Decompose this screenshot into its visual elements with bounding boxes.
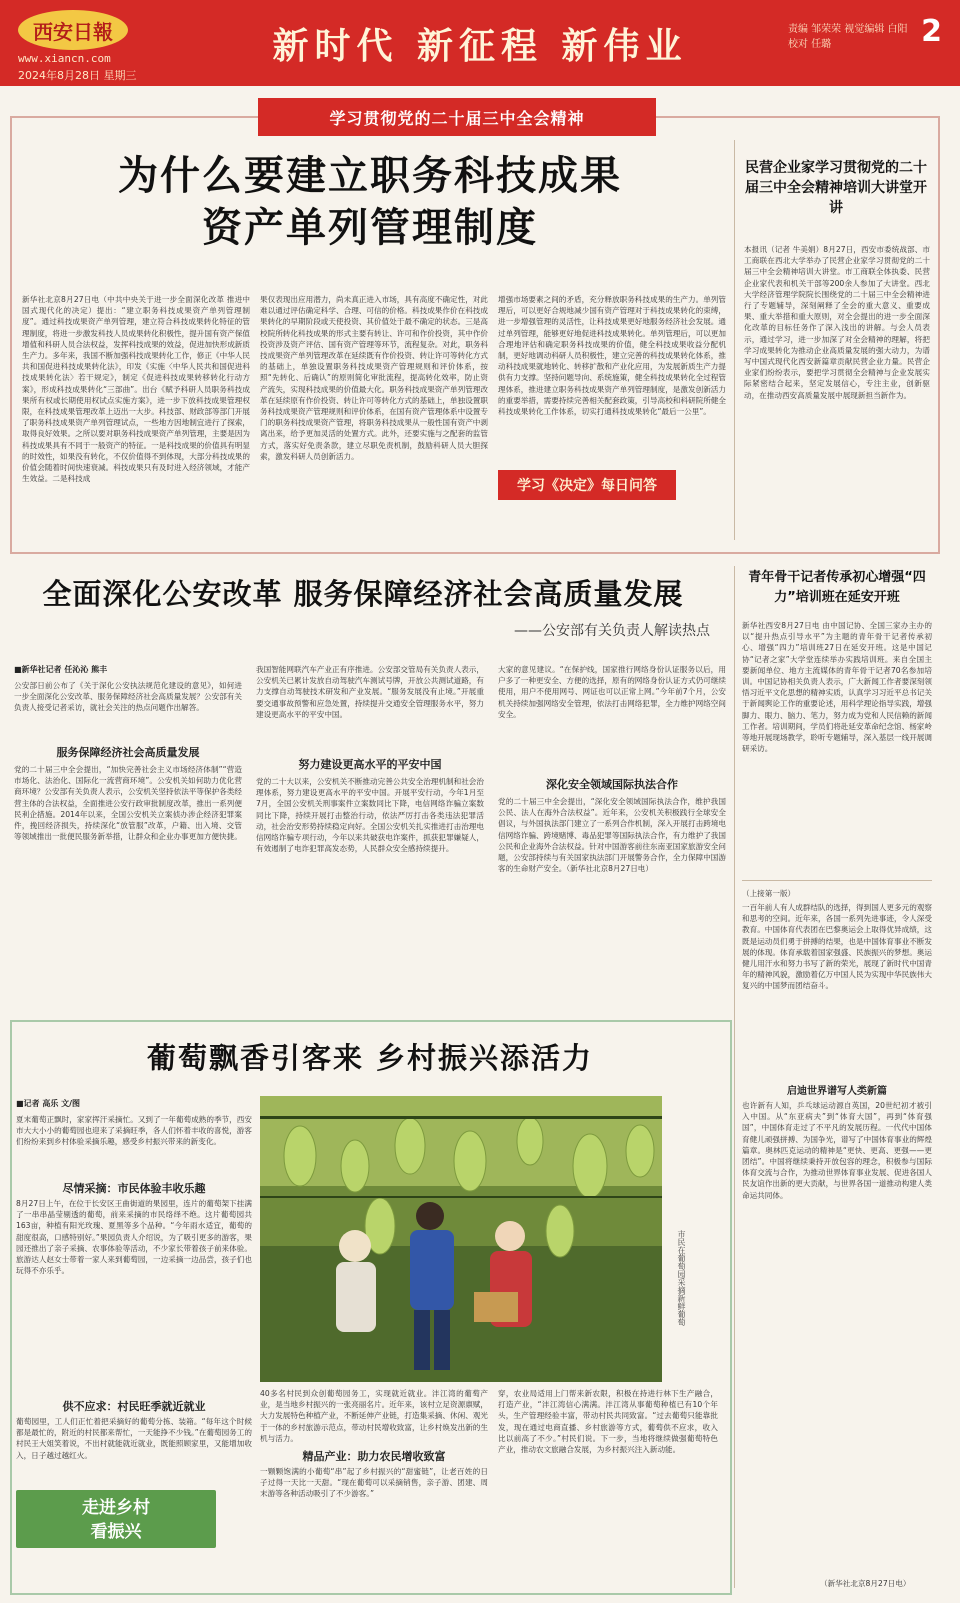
- article-1-headline[interactable]: [20, 150, 720, 254]
- visit-label-line1: 走进乡村: [82, 1498, 150, 1518]
- article-2-col3: 大家的意见建议。“在保护线，国家推行网络身份认证服务以后，用户多了一种更安全、方便的选择，原有的网络身份认证方式仍可继续使用，用户不使用网号、网证也可以正常上网。”今年前7个月，公安机关持续加强网络安全管理，依法打击网络犯罪，全力维护网络空间安全。: [498, 665, 726, 719]
- site-url[interactable]: www.xiancn.com: [18, 52, 111, 65]
- side-2-body: 新华社西安8月27日电 由中国记协、全国三家办主办的以“提升热点引导水平”为主题的青年骨干记者传承初心、增强“四力”培训班27日在延安开班。这是中国记协“记者之家”大学堂连续举办实践培训班。来自全国主要新闻单位、地方主流媒体的青年骨干记者70名参加培训。中国记协相关负责人表示，广大新闻工作者要深刻领悟习近平文化思想的精神实质，认真学习习近平总书记关于新闻舆论工作的重要论述，用科学理论指导实践，增强脚力、眼力、脑力、笔力，努力成为党和人民信赖的新闻工作者。培训期间，学员们将赴延安革命纪念馆、杨家岭等地开展现场教学，聆听专题辅导，深入基层一线开展调研采访。: [742, 621, 932, 754]
- article-1-col3: 增强市场要素之间的矛盾，充分释放职务科技成果的生产力。单列管理后，可以更好合规地减少国有资产管理对于科技成果转化的束缚，进一步增强管理的灵活性，让科技成果更好地服务经济社会发展。通过单列管理，能够更好地促进科技成果转化。单列管理后，可以更加合理地评估和确定职务科技成果的价值，健全科技成果收益分配机制，更好地调动科研人员积极性，建立完善的科技成果转化体系，推动科技成果就地转化、转移扩散和产业化应用，为发展新质生产力提供有力支撑。坚持问题导向、系统施策，健全科技成果转化全过程管理体系，推进建立职务科技成果资产单列管理制度，是激发创新活力的重要举措，需要持续完善相关配套政策，引导高校和科研院所健全科技成果转化工作体系，切实打通科技成果转化“最后一公里”。: [498, 295, 726, 417]
- visit-label-line2: 看振兴: [90, 1522, 142, 1542]
- article-3-col3: 穿，农业局适用上门帮来新农限，积极在持进行林下生产融合，打造产业，“沣江湾信心满满。沣江湾从事葡萄种植已有10个年头，生产管理经验丰富，带动村民共同致富。“过去葡萄只能靠批发，现在通过电商直播、乡村旅游等方式，葡萄供不应求，收入比以前高了不少。”村民们说。下一步，当地将继续做强葡萄特色产业，推动农文旅融合发展，为乡村振兴注入新动能。: [498, 1389, 718, 1455]
- article-2-col1: 公安部日前公布了《关于深化公安执法规范化建设的意见》，如何进一步全面深化公安改革、服务保障经济社会高质量发展？公安部有关负责人接受记者采访，就社会关注的热点问题作出解答。: [14, 681, 242, 713]
- editor-credits: 责编 邹荣荣 视觉编辑 白阳 校对 任璐: [788, 24, 908, 50]
- side-2-body-2: 一百年前人有人成群结队的选择，得到国人更多元的观察和思考的空间。近年来，各国一系列先进事迹，令人深受教育。中国体育代表团在巴黎奥运会上取得优异成绩，这既是运动员们勇于拼搏的结果，也是中国体育事业不断发展的体现。体育承载着国家强盛、民族振兴的梦想。奥运健儿用汗水和努力书写了新的荣光，展现了新时代中国青年的精神风貌，激励着亿万中国人民为实现中华民族伟大复兴的中国梦而团结奋斗。: [742, 903, 932, 991]
- article-2-subhead-1: 服务保障经济社会高质量发展: [56, 746, 200, 759]
- side-2-sign: （新华社北京8月27日电）: [820, 1579, 911, 1588]
- article-3-headline[interactable]: 葡萄飘香引客来 乡村振兴添活力: [146, 1041, 594, 1075]
- article-3-col1b: 葡萄园里，工人们正忙着把采摘好的葡萄分拣、装箱。“每年这个时候都是最忙的，附近的村民都来帮忙，一天能挣不少钱。”在葡萄园务工的村民王大姐笑着说，不出村就能就近就业，既能照顾家里，又能增加收入，日子越过越红火。: [16, 1417, 252, 1460]
- side-2-subhead: 启迪世界谱写人类新篇: [787, 1086, 887, 1097]
- divider: [734, 140, 735, 540]
- article-3-byline: ■记者 高乐 文/图: [16, 1099, 81, 1108]
- side-2-body-3: 也许新有人知，乒乓球运动源自英国，20世纪初才被引入中国。从“东亚病夫”到“体育大国”，再到“体育强国”，中国体育走过了不平凡的发展历程。一代代中国体育健儿顽强拼搏、为国争光，谱写了中国体育事业的辉煌篇章。奥林匹克运动的精神是“更快、更高、更强——更团结”。中国将继续秉持开放包容的理念，积极参与国际体育交流与合作，为推动世界体育事业发展、促进各国人民友谊作出新的更大贡献，与世界各国一道推动构建人类命运共同体。: [742, 1101, 932, 1200]
- side-1-headline[interactable]: 民营企业家学习贯彻党的二十届三中全会精神培训大讲堂开讲: [745, 160, 927, 216]
- article-2-col1b: 党的二十届三中全会提出，“加快完善社会主义市场经济体制”“营造市场化、法治化、国际化一流营商环境”。公安机关如何助力优化营商环境？公安部有关负责人表示，公安机关坚持依法平等保护各类经营主体的合法权益，全面推进公安行政审批制度改革，推出一系列便民利企措施。2014年以来，全国公安机关立案侦办涉企经济犯罪案件，挽回经济损失，持续深化“放管服”改革，户籍、出入境、交管等领域推出一批便民服务新举措，让群众和企业办事更加方便快捷。: [14, 765, 242, 842]
- article-3-subhead-1: 尽情采摘：市民体验丰收乐趣: [62, 1182, 206, 1195]
- article-2-col2b: 党的二十大以来，公安机关不断推动完善公共安全治理机制和社会治理体系，努力建设更高水平的平安中国。开展平安行动，今年1月至7月，全国公安机关刑事案件立案数同比下降，电信网络诈骗立案数同比下降，持续开展打击整治行动，依法严厉打击各类违法犯罪活动，社会治安形势持续稳定向好。全国公安机关扎实推进打击治理电信网络诈骗专项行动，今年以来共破获电诈案件，抓获犯罪嫌疑人，有效遏制了电诈犯罪高发态势，人民群众安全感持续提升。: [256, 777, 484, 854]
- article-2-col3b: 党的二十届三中全会提出，“深化安全领域国际执法合作，维护我国公民、法人在海外合法权益”。近年来，公安机关积极践行全球安全倡议，与外国执法部门建立了一系列合作机制，深入开展打击跨境电信网络诈骗、跨境赌博、毒品犯罪等国际执法合作，有力维护了我国公民和企业海外合法权益。针对中国游客前往东南亚国家旅游安全问题，公安部持续与有关国家执法部门开展警务合作，全力保障中国游客的生命财产安全。（新华社北京8月27日电）: [498, 797, 726, 874]
- newspaper-logo[interactable]: 西安日報: [18, 10, 128, 50]
- photo-caption: 市民在葡萄园采摘新鲜葡萄: [677, 1230, 686, 1326]
- masthead: [0, 0, 960, 86]
- article-1-headline-line2: 资产单列管理制度: [202, 205, 538, 251]
- page-number: 2: [921, 14, 942, 49]
- article-1-headline-line1: 为什么要建立职务科技成果: [118, 153, 622, 199]
- article-3-col1: 8月27日上午，在位于长安区王曲街道的果园里，连片的葡萄架下挂满了一串串晶莹剔透的葡萄，前来采摘的市民络绎不绝。这片葡萄园共163亩，种植有阳光玫瑰、夏黑等多个品种。“今年雨水适宜，葡萄的甜度很高，口感特别好。”果园负责人介绍说，为了吸引更多的游客，果园还推出了亲子采摘、农事体验等活动，不少家长带着孩子前来体验。旅游达人赵女士带着一家人来到葡萄园，一边采摘一边品尝，孩子们也玩得不亦乐乎。: [16, 1199, 252, 1276]
- article-3-col2b: 一颗颗饱满的小葡萄“串”起了乡村振兴的“甜蜜链”，让老百姓的日子过得一天比一天甜。“现在葡萄可以采摘销售，亲子游、团建、周末游等各种活动吸引了不少游客。”: [260, 1467, 488, 1499]
- article-2-col2: 我国智能网联汽车产业正有序推进。公安部交管局有关负责人表示，公安机关已累计发放自动驾驶汽车测试号牌，开放公共测试道路，有力支撑自动驾驶技术研发和产业发展。“服务发展没有止境。”开展重要交通事故预警和应急处置，持续提升交通安全管理服务水平，努力建设更高水平的平安中国。: [256, 665, 484, 719]
- issue-date: 2024年8月28日 星期三: [18, 69, 137, 82]
- divider: [734, 566, 735, 1588]
- article-2-byline: ■新华社记者 任沁沁 熊丰: [14, 665, 108, 674]
- article-3-intro: 夏末葡萄正飘时，家家挥汗采摘忙。又到了一年葡萄成熟的季节，西安市大大小小的葡萄园也迎来了采摘旺季，各人们怀着丰收的喜悦，游客们纷纷来到乡村体验采摘乐趣，感受乡村振兴带来的新变化。: [16, 1115, 252, 1147]
- article-2-subhead-2: 努力建设更高水平的平安中国: [298, 758, 442, 771]
- article-1-col1: 新华社北京8月27日电（中共中央关于进一步全面深化改革 推进中国式现代化的决定）提出：“建立职务科技成果资产单列管理制度”。通过科技成果资产单列管理，建立符合科技成果转化特征的管理制度，将进一步激发科技人员成果转化积极性，提升国有资产保值增值和科研人员合法权益，发挥科技成果的效益，促进加快形成新质生产力。多年来，我国不断加强科技成果转化工作，修正《中华人民共和国促进科技成果转化法》，印发《实施〈中华人民共和国促进科技成果转化法〉若干规定》，制定《促进科技成果转移转化行动方案》，形成科技成果转化“三部曲”。出台《赋予科研人员职务科技成果所有权或长期使用权试点实施方案》，进一步下放科技成果管理权限，在科技成果管理改革上迈出一大步。科技部、财政部等部门开展了职务科技成果资产单列管理试点，一些地方因地制宜进行了探索，取得良好效果。之所以要对职务科技成果资产单列管理，主要是因为科技成果具有不同于一般资产的特征。一是科技成果的价值具有明显的时效性，如果没有转化，不仅价值得不到体现，大部分科技成果的价值会随着时间快速衰减。科技成果只有及时进入经济领域，才能产生效益。二是科技成: [22, 295, 250, 484]
- side-1-body: 本报讯（记者 牛美娟）8月27日，西安市委统战部、市工商联在西北大学举办了民营企业家学习贯彻党的二十届三中全会精神培训大讲堂。市工商联全体执委、民营企业家代表和机关干部等200余人参加了大讲堂。西北大学经济管理学院院长围绕党的二十届三中全会精神进行了专题辅导，深刻阐释了全会的重大意义、重要成果、重大举措和重大原则，对全会提出的进一步全面深化改革的目标任务作了深入浅出的讲解。与会人员表示，通过学习，进一步加深了对全会精神的理解，将把学习成果转化为推动企业高质量发展的强大动力，为谱写中国式现代化西安新篇章贡献民营企业力量。民营企业家们纷纷表示，要把学习贯彻全会精神与企业发展实际紧密结合起来，坚定发展信心，专注主业，创新驱动，在推动西安高质量发展中展现新担当新作为。: [744, 245, 930, 400]
- article-2-headline[interactable]: 全面深化公安改革 服务保障经济社会高质量发展: [42, 577, 684, 611]
- visit-village-badge[interactable]: [16, 1490, 216, 1548]
- continued-label: （上接第一版）: [742, 889, 796, 898]
- daily-qa-tag: 学习《决定》每日问答: [498, 470, 676, 500]
- article-1-col2: 果仅表现出应用潜力，尚未真正进入市场，具有高度不确定性，对此难以通过评估确定科学、合理、可信的价格。科技成果作价在科技成果转化的早期阶段或天使投资、其价值处于最不确定的状态。三是高校院所转化科技成果的形式主要有转让、许可和作价投资，其中作价投资涉及资产评估、国有资产管理等环节，流程复杂。对此，职务科技成果资产单列管理改革在延续既有作价投资、转让许可等转化方式的基础上，单独设置职务科技成果资产管理规则和评价体系，按照“先转化、后确认”的原则简化审批流程，提高转化效率，防止资产流失，实现科技成果的价值最大化。职务科技成果资产单列管理改革在延续原有作价投资、转让许可等转化方式的基础上，单独设置职务科技成果资产管理规则和评价体系，在国有资产管理体系中设置专门的职务科技成果资产管理，将职务科技成果从一般性国有资产中剥离出来，给予更加灵活的处置方式。此外，还要实施与之配套的监管方式，落实好免责条款，建立尽职免责机制，鼓励科研人员大胆探索，激发科研人员创新活力。: [260, 295, 488, 461]
- side-2-headline[interactable]: 青年骨干记者传承初心增强“四力”培训班在延安开班: [748, 570, 926, 605]
- article-3-subhead-3: 精品产业：助力农民增收致富: [302, 1450, 446, 1463]
- article-2-subhead-3: 深化安全领域国际执法合作: [546, 778, 678, 791]
- section-banner: 学习贯彻党的二十届三中全会精神: [258, 98, 656, 136]
- article-2-subtitle: ——公安部有关负责人解读热点: [514, 623, 710, 639]
- divider: [742, 880, 932, 881]
- grape-harvest-photo[interactable]: [260, 1096, 662, 1382]
- article-3-subhead-2: 供不应求：村民旺季就近就业: [62, 1400, 206, 1413]
- article-3-col2: 40多名村民到众创葡萄园务工，实现就近就业。沣江湾的葡萄产业，是当地乡村振兴的一张亮丽名片。近年来，该村立足资源禀赋，大力发展特色种植产业，不断延伸产业链，打造集采摘、休闲、观光于一体的乡村旅游示范点，带动村民增收致富，让乡村焕发出新的生机与活力。: [260, 1389, 488, 1442]
- slogan: 新时代 新征程 新伟业: [272, 26, 688, 67]
